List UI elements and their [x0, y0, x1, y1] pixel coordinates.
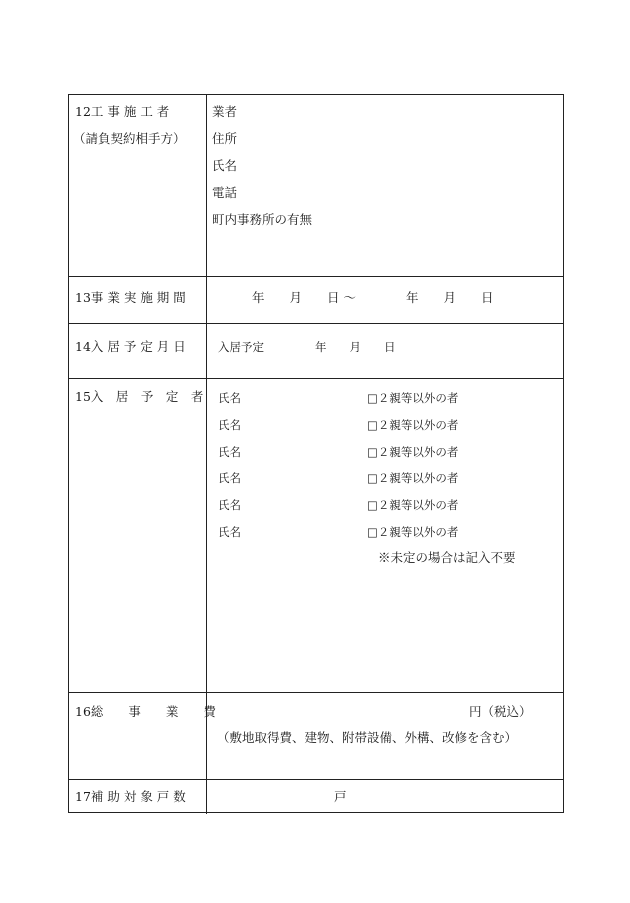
resident-relation-checkbox[interactable]: □２親等以外の者: [367, 471, 459, 485]
resident-relation-checkbox[interactable]: □２親等以外の者: [367, 445, 459, 459]
column-divider: [206, 95, 207, 276]
total-cost-unit[interactable]: 円（税込）: [469, 704, 532, 719]
move-in-date-label: 14入 居 予 定 月 日: [75, 339, 186, 354]
move-in-date-value[interactable]: 年 月 日: [315, 340, 396, 354]
resident-relation-checkbox[interactable]: □２親等以外の者: [367, 418, 459, 432]
contractor-field-address[interactable]: 住所: [212, 131, 238, 146]
resident-name[interactable]: 氏名: [218, 391, 241, 405]
resident-name[interactable]: 氏名: [218, 498, 241, 512]
total-cost-note: （敷地取得費、建物、附帯設備、外構、改修を含む）: [217, 730, 518, 745]
resident-name[interactable]: 氏名: [218, 418, 241, 432]
contractor-field-phone[interactable]: 電話: [212, 185, 238, 200]
contractor-sublabel: （請負契約相手方）: [73, 131, 186, 146]
column-divider: [206, 379, 207, 692]
row-contractor: [69, 95, 563, 277]
contractor-field-name[interactable]: 氏名: [212, 158, 238, 173]
period-value[interactable]: 年 月 日 ～ 年 月 日: [252, 290, 494, 305]
contractor-label: 12工 事 施 工 者: [75, 104, 170, 119]
column-divider: [206, 324, 207, 378]
residents-label: 15入 居 予 定 者: [75, 389, 204, 404]
contractor-field-company[interactable]: 業者: [212, 104, 238, 119]
resident-name[interactable]: 氏名: [218, 471, 241, 485]
column-divider: [206, 277, 207, 323]
resident-relation-checkbox[interactable]: □２親等以外の者: [367, 525, 459, 539]
period-label: 13事 業 実 施 期 間: [75, 290, 186, 305]
resident-relation-checkbox[interactable]: □２親等以外の者: [367, 391, 459, 405]
resident-name[interactable]: 氏名: [218, 525, 241, 539]
column-divider: [206, 780, 207, 814]
row-residents: [69, 379, 563, 693]
application-form-table: [68, 94, 564, 813]
row-project-period: [69, 277, 563, 324]
move-in-date-prefix: 入居予定: [218, 340, 264, 354]
contractor-field-local-office[interactable]: 町内事務所の有無: [212, 212, 313, 227]
resident-name[interactable]: 氏名: [218, 445, 241, 459]
residents-note: ※未定の場合は記入不要: [378, 550, 516, 565]
total-cost-label: 16総 事 業 費: [75, 704, 216, 719]
row-subsidized-households: [69, 780, 563, 814]
households-unit[interactable]: 戸: [334, 789, 347, 804]
resident-relation-checkbox[interactable]: □２親等以外の者: [367, 498, 459, 512]
row-total-cost: [69, 693, 563, 780]
row-move-in-date: [69, 324, 563, 379]
households-label: 17補 助 対 象 戸 数: [75, 789, 186, 804]
